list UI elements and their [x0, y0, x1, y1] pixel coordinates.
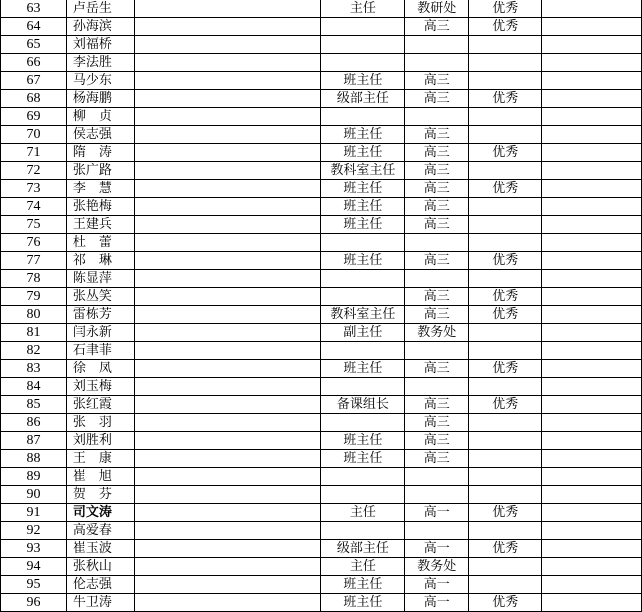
rating-cell[interactable]: [469, 576, 542, 594]
blank-cell[interactable]: [542, 270, 642, 288]
role-cell[interactable]: [321, 270, 405, 288]
role-cell[interactable]: 班主任: [321, 126, 405, 144]
role-cell[interactable]: 班主任: [321, 360, 405, 378]
department-cell[interactable]: 高三: [405, 414, 469, 432]
blank-cell[interactable]: [134, 486, 321, 504]
table-row: [1, 558, 642, 576]
rating-cell[interactable]: [469, 558, 542, 576]
name-cell[interactable]: 隋 涛: [66, 144, 134, 162]
rating-cell[interactable]: [469, 108, 542, 126]
department-cell[interactable]: 高一: [405, 540, 469, 558]
name-cell[interactable]: 司文涛: [66, 504, 134, 522]
table-row: [1, 162, 642, 180]
rating-cell[interactable]: 优秀: [469, 540, 542, 558]
department-cell[interactable]: 高一: [405, 576, 469, 594]
name-cell[interactable]: 杜 蕾: [66, 234, 134, 252]
role-cell[interactable]: 教科室主任: [321, 306, 405, 324]
row-number-cell[interactable]: 93: [1, 540, 67, 558]
role-cell[interactable]: [321, 486, 405, 504]
rating-cell[interactable]: 优秀: [469, 504, 542, 522]
name-cell[interactable]: 高爱春: [66, 522, 134, 540]
rating-cell[interactable]: [469, 486, 542, 504]
row-number-cell[interactable]: 79: [1, 288, 67, 306]
rating-cell[interactable]: [469, 270, 542, 288]
table-row: [1, 288, 642, 306]
name-cell[interactable]: 张红霞: [66, 396, 134, 414]
table-row: [1, 486, 642, 504]
row-number-cell[interactable]: 66: [1, 54, 67, 72]
role-cell[interactable]: [321, 342, 405, 360]
name-cell[interactable]: 雷栋芳: [66, 306, 134, 324]
name-cell[interactable]: 崔 旭: [66, 468, 134, 486]
row-number-cell[interactable]: 85: [1, 396, 67, 414]
department-cell[interactable]: [405, 108, 469, 126]
role-cell[interactable]: 班主任: [321, 432, 405, 450]
table-row: [1, 414, 642, 432]
table-row: [1, 324, 642, 342]
name-cell[interactable]: 徐 凤: [66, 360, 134, 378]
name-cell[interactable]: 刘玉梅: [66, 378, 134, 396]
blank-cell[interactable]: [134, 216, 321, 234]
role-cell[interactable]: [321, 378, 405, 396]
rating-cell[interactable]: [469, 378, 542, 396]
rating-cell[interactable]: 优秀: [469, 90, 542, 108]
role-cell[interactable]: 教科室主任: [321, 162, 405, 180]
row-number-cell[interactable]: 89: [1, 468, 67, 486]
blank-cell[interactable]: [134, 504, 321, 522]
blank-cell[interactable]: [542, 486, 642, 504]
blank-cell[interactable]: [134, 288, 321, 306]
name-cell[interactable]: 伦志强: [66, 576, 134, 594]
blank-cell[interactable]: [542, 108, 642, 126]
row-number-cell[interactable]: 76: [1, 234, 67, 252]
rating-cell[interactable]: 优秀: [469, 252, 542, 270]
blank-cell[interactable]: [542, 342, 642, 360]
blank-cell[interactable]: [134, 576, 321, 594]
table-row: [1, 216, 642, 234]
row-number-cell[interactable]: 67: [1, 72, 67, 90]
department-cell[interactable]: 高一: [405, 594, 469, 612]
blank-cell[interactable]: [542, 198, 642, 216]
name-cell[interactable]: 李法胜: [66, 54, 134, 72]
department-cell[interactable]: [405, 468, 469, 486]
role-cell[interactable]: 班主任: [321, 576, 405, 594]
row-number-cell[interactable]: 80: [1, 306, 67, 324]
rating-cell[interactable]: 优秀: [469, 0, 542, 18]
name-cell[interactable]: 马少东: [66, 72, 134, 90]
department-cell[interactable]: 教研处: [405, 0, 469, 18]
blank-cell[interactable]: [542, 126, 642, 144]
table-row: [1, 594, 642, 612]
blank-cell[interactable]: [134, 396, 321, 414]
row-number-cell[interactable]: 74: [1, 198, 67, 216]
department-cell[interactable]: 高一: [405, 504, 469, 522]
blank-cell[interactable]: [542, 72, 642, 90]
rating-cell[interactable]: [469, 162, 542, 180]
row-number-cell[interactable]: 91: [1, 504, 67, 522]
rating-cell[interactable]: 优秀: [469, 594, 542, 612]
row-number-cell[interactable]: 77: [1, 252, 67, 270]
role-cell[interactable]: 主任: [321, 558, 405, 576]
name-cell[interactable]: 张秋山: [66, 558, 134, 576]
blank-cell[interactable]: [542, 162, 642, 180]
blank-cell[interactable]: [542, 594, 642, 612]
table-row: [1, 198, 642, 216]
blank-cell[interactable]: [542, 558, 642, 576]
role-cell[interactable]: [321, 18, 405, 36]
blank-cell[interactable]: [542, 378, 642, 396]
rating-cell[interactable]: [469, 36, 542, 54]
role-cell[interactable]: [321, 36, 405, 54]
department-cell[interactable]: 高三: [405, 18, 469, 36]
blank-cell[interactable]: [542, 0, 642, 18]
blank-cell[interactable]: [542, 216, 642, 234]
blank-cell[interactable]: [134, 144, 321, 162]
name-cell[interactable]: 孙海滨: [66, 18, 134, 36]
department-cell[interactable]: 高三: [405, 252, 469, 270]
rating-cell[interactable]: [469, 342, 542, 360]
department-cell[interactable]: [405, 36, 469, 54]
department-cell[interactable]: [405, 378, 469, 396]
table-row: [1, 180, 642, 198]
blank-cell[interactable]: [542, 576, 642, 594]
name-cell[interactable]: 贺 芬: [66, 486, 134, 504]
name-cell[interactable]: 石聿菲: [66, 342, 134, 360]
name-cell[interactable]: 卢岳生: [66, 0, 134, 18]
blank-cell[interactable]: [542, 90, 642, 108]
blank-cell[interactable]: [134, 0, 321, 18]
row-number-cell[interactable]: 92: [1, 522, 67, 540]
rating-cell[interactable]: [469, 234, 542, 252]
role-cell[interactable]: 级部主任: [321, 90, 405, 108]
table-row: [1, 54, 642, 72]
table-row: [1, 270, 642, 288]
row-number-cell[interactable]: 86: [1, 414, 67, 432]
name-cell[interactable]: 柳 贞: [66, 108, 134, 126]
table-row: [1, 0, 642, 18]
row-number-cell[interactable]: 78: [1, 270, 67, 288]
row-number-cell[interactable]: 73: [1, 180, 67, 198]
department-cell[interactable]: 高三: [405, 162, 469, 180]
row-number-cell[interactable]: 87: [1, 432, 67, 450]
role-cell[interactable]: 主任: [321, 0, 405, 18]
table-body: [1, 0, 642, 612]
rating-cell[interactable]: [469, 216, 542, 234]
department-cell[interactable]: [405, 54, 469, 72]
table-row: [1, 468, 642, 486]
rating-cell[interactable]: [469, 522, 542, 540]
blank-cell[interactable]: [542, 288, 642, 306]
name-cell[interactable]: 侯志强: [66, 126, 134, 144]
role-cell[interactable]: [321, 288, 405, 306]
role-cell[interactable]: [321, 468, 405, 486]
blank-cell[interactable]: [542, 468, 642, 486]
blank-cell[interactable]: [134, 342, 321, 360]
name-cell[interactable]: 王 康: [66, 450, 134, 468]
table-row: [1, 126, 642, 144]
blank-cell[interactable]: [542, 18, 642, 36]
name-cell[interactable]: 祁 琳: [66, 252, 134, 270]
blank-cell[interactable]: [134, 360, 321, 378]
blank-cell[interactable]: [134, 90, 321, 108]
rating-cell[interactable]: 优秀: [469, 180, 542, 198]
department-cell[interactable]: 教务处: [405, 324, 469, 342]
row-number-cell[interactable]: 88: [1, 450, 67, 468]
name-cell[interactable]: 王建兵: [66, 216, 134, 234]
role-cell[interactable]: 班主任: [321, 216, 405, 234]
blank-cell[interactable]: [542, 450, 642, 468]
blank-cell[interactable]: [542, 396, 642, 414]
rating-cell[interactable]: [469, 414, 542, 432]
blank-cell[interactable]: [134, 594, 321, 612]
blank-cell[interactable]: [542, 36, 642, 54]
blank-cell[interactable]: [134, 324, 321, 342]
blank-cell[interactable]: [134, 558, 321, 576]
name-cell[interactable]: 张丛笑: [66, 288, 134, 306]
rating-cell[interactable]: [469, 126, 542, 144]
department-cell[interactable]: 高三: [405, 396, 469, 414]
name-cell[interactable]: 刘胜利: [66, 432, 134, 450]
table-row: [1, 576, 642, 594]
rating-cell[interactable]: 优秀: [469, 288, 542, 306]
role-cell[interactable]: 级部主任: [321, 540, 405, 558]
blank-cell[interactable]: [134, 432, 321, 450]
blank-cell[interactable]: [134, 234, 321, 252]
blank-cell[interactable]: [542, 54, 642, 72]
row-number-cell[interactable]: 90: [1, 486, 67, 504]
department-cell[interactable]: 高三: [405, 450, 469, 468]
blank-cell[interactable]: [542, 144, 642, 162]
blank-cell[interactable]: [134, 72, 321, 90]
name-cell[interactable]: 刘福桥: [66, 36, 134, 54]
department-cell[interactable]: [405, 522, 469, 540]
rating-cell[interactable]: 优秀: [469, 396, 542, 414]
table-row: [1, 504, 642, 522]
table-row: [1, 432, 642, 450]
role-cell[interactable]: [321, 108, 405, 126]
row-number-cell[interactable]: 82: [1, 342, 67, 360]
table-row: [1, 540, 642, 558]
table-row: [1, 396, 642, 414]
row-number-cell[interactable]: 94: [1, 558, 67, 576]
role-cell[interactable]: 班主任: [321, 72, 405, 90]
table-row: [1, 522, 642, 540]
blank-cell[interactable]: [542, 504, 642, 522]
rating-cell[interactable]: [469, 72, 542, 90]
department-cell[interactable]: 高三: [405, 216, 469, 234]
department-cell[interactable]: 高三: [405, 126, 469, 144]
row-number-cell[interactable]: 65: [1, 36, 67, 54]
name-cell[interactable]: 闫永新: [66, 324, 134, 342]
department-cell[interactable]: [405, 270, 469, 288]
rating-cell[interactable]: [469, 468, 542, 486]
table-row: [1, 18, 642, 36]
department-cell[interactable]: 高三: [405, 360, 469, 378]
blank-cell[interactable]: [542, 252, 642, 270]
blank-cell[interactable]: [134, 378, 321, 396]
table-row: [1, 360, 642, 378]
row-number-cell[interactable]: 63: [1, 0, 67, 18]
row-number-cell[interactable]: 64: [1, 18, 67, 36]
row-number-cell[interactable]: 75: [1, 216, 67, 234]
role-cell[interactable]: 副主任: [321, 324, 405, 342]
blank-cell[interactable]: [134, 198, 321, 216]
blank-cell[interactable]: [134, 252, 321, 270]
name-cell[interactable]: 牛卫涛: [66, 594, 134, 612]
department-cell[interactable]: 高三: [405, 288, 469, 306]
role-cell[interactable]: 班主任: [321, 144, 405, 162]
row-number-cell[interactable]: 71: [1, 144, 67, 162]
table-row: [1, 108, 642, 126]
blank-cell[interactable]: [134, 18, 321, 36]
name-cell[interactable]: 张 羽: [66, 414, 134, 432]
blank-cell[interactable]: [134, 270, 321, 288]
role-cell[interactable]: 备课组长: [321, 396, 405, 414]
rating-cell[interactable]: 优秀: [469, 144, 542, 162]
department-cell[interactable]: 高三: [405, 306, 469, 324]
blank-cell[interactable]: [134, 522, 321, 540]
department-cell[interactable]: 高三: [405, 90, 469, 108]
blank-cell[interactable]: [134, 54, 321, 72]
role-cell[interactable]: [321, 234, 405, 252]
row-number-cell[interactable]: 83: [1, 360, 67, 378]
department-cell[interactable]: 高三: [405, 72, 469, 90]
department-cell[interactable]: 高三: [405, 432, 469, 450]
department-cell[interactable]: 高三: [405, 180, 469, 198]
rating-cell[interactable]: 优秀: [469, 306, 542, 324]
blank-cell[interactable]: [542, 540, 642, 558]
table-row: [1, 234, 642, 252]
department-cell[interactable]: 高三: [405, 198, 469, 216]
role-cell[interactable]: [321, 414, 405, 432]
blank-cell[interactable]: [134, 540, 321, 558]
blank-cell[interactable]: [542, 324, 642, 342]
table-row: [1, 342, 642, 360]
name-cell[interactable]: 张艳梅: [66, 198, 134, 216]
role-cell[interactable]: [321, 522, 405, 540]
table-row: [1, 72, 642, 90]
role-cell[interactable]: 班主任: [321, 594, 405, 612]
role-cell[interactable]: 班主任: [321, 180, 405, 198]
role-cell[interactable]: 班主任: [321, 450, 405, 468]
row-number-cell[interactable]: 81: [1, 324, 67, 342]
name-cell[interactable]: 李 慧: [66, 180, 134, 198]
blank-cell[interactable]: [134, 450, 321, 468]
name-cell[interactable]: 崔玉波: [66, 540, 134, 558]
blank-cell[interactable]: [134, 108, 321, 126]
row-number-cell[interactable]: 84: [1, 378, 67, 396]
table-row: [1, 90, 642, 108]
row-number-cell[interactable]: 68: [1, 90, 67, 108]
blank-cell[interactable]: [134, 468, 321, 486]
blank-cell[interactable]: [542, 414, 642, 432]
blank-cell[interactable]: [542, 180, 642, 198]
row-number-cell[interactable]: 95: [1, 576, 67, 594]
blank-cell[interactable]: [542, 522, 642, 540]
blank-cell[interactable]: [542, 306, 642, 324]
table-row: [1, 144, 642, 162]
blank-cell[interactable]: [134, 306, 321, 324]
blank-cell[interactable]: [134, 414, 321, 432]
table-row: [1, 450, 642, 468]
row-number-cell[interactable]: 69: [1, 108, 67, 126]
blank-cell[interactable]: [134, 180, 321, 198]
rating-cell[interactable]: [469, 198, 542, 216]
table-row: [1, 36, 642, 54]
blank-cell[interactable]: [542, 360, 642, 378]
department-cell[interactable]: 教务处: [405, 558, 469, 576]
department-cell[interactable]: 高三: [405, 144, 469, 162]
rating-cell[interactable]: [469, 54, 542, 72]
name-cell[interactable]: 杨海鹏: [66, 90, 134, 108]
rating-cell[interactable]: [469, 450, 542, 468]
department-cell[interactable]: [405, 486, 469, 504]
role-cell[interactable]: 主任: [321, 504, 405, 522]
role-cell[interactable]: [321, 54, 405, 72]
department-cell[interactable]: [405, 234, 469, 252]
department-cell[interactable]: [405, 342, 469, 360]
table-row: [1, 252, 642, 270]
blank-cell[interactable]: [134, 162, 321, 180]
table-row: [1, 378, 642, 396]
blank-cell[interactable]: [134, 126, 321, 144]
rating-cell[interactable]: [469, 324, 542, 342]
name-cell[interactable]: 陈显萍: [66, 270, 134, 288]
blank-cell[interactable]: [542, 234, 642, 252]
rating-cell[interactable]: 优秀: [469, 360, 542, 378]
name-cell[interactable]: 张广路: [66, 162, 134, 180]
blank-cell[interactable]: [134, 36, 321, 54]
rating-cell[interactable]: 优秀: [469, 18, 542, 36]
row-number-cell[interactable]: 96: [1, 594, 67, 612]
role-cell[interactable]: 班主任: [321, 198, 405, 216]
row-number-cell[interactable]: 70: [1, 126, 67, 144]
table-row: [1, 306, 642, 324]
role-cell[interactable]: 班主任: [321, 252, 405, 270]
row-number-cell[interactable]: 72: [1, 162, 67, 180]
rating-cell[interactable]: [469, 432, 542, 450]
blank-cell[interactable]: [542, 432, 642, 450]
